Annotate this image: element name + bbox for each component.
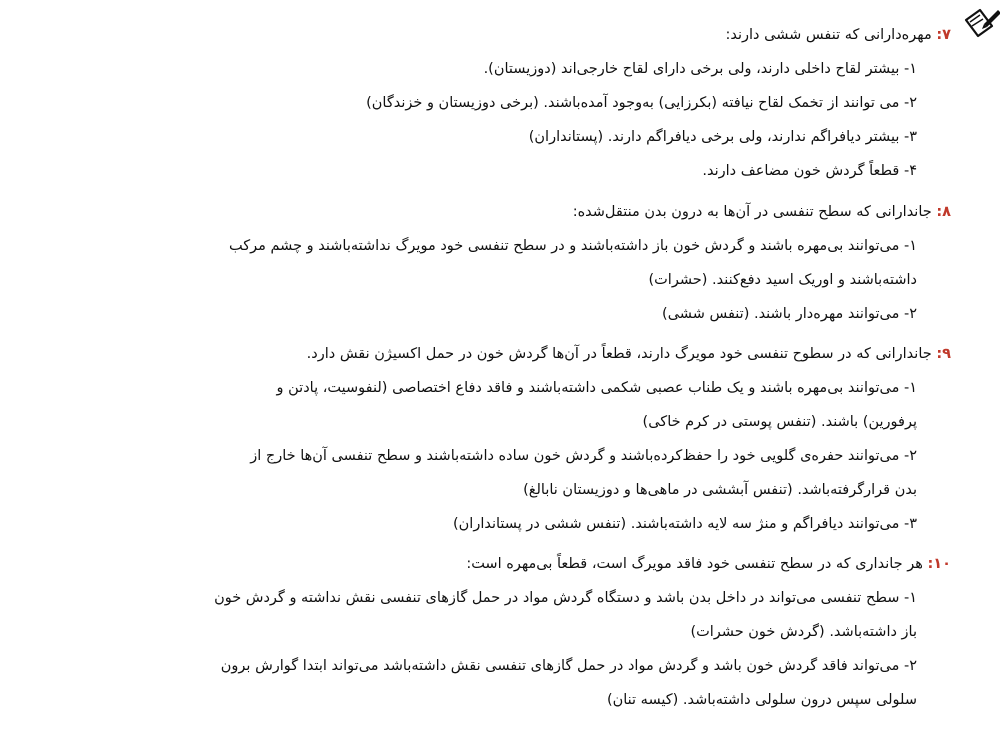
option-text: ۳- می‌توانند دیافراگم و منژ سه لایه داشته‌باشند. (تنفس ششی در پستانداران) xyxy=(452,516,917,532)
option-text-line: ۱- می‌توانند بی‌مهره باشند و یک طناب عصبی شکمی داشته‌باشند و فاقد دفاع اختصاصی (لنفوسیت، پادتن و xyxy=(276,380,917,396)
question-text: مهره‌دارانی که تنفس ششی دارند: xyxy=(725,27,932,43)
option-text-line: باز داشته‌باشد. (گردش خون حشرات) xyxy=(690,624,917,640)
option-text-line: پرفورین) باشند. (تنفس پوستی در کرم خاکی) xyxy=(642,414,917,430)
option-text-line: ۱- سطح تنفسی می‌تواند در داخل بدن باشد و دستگاه گردش مواد در حمل گازهای تنفسی نقش نداشته و گردش خون xyxy=(214,590,917,606)
option-text: ۲- می‌توانند مهره‌دار باشند. (تنفس ششی) xyxy=(662,306,917,322)
option-1 xyxy=(50,52,917,86)
option-2 xyxy=(50,86,917,120)
question-number: ۷: xyxy=(936,27,951,43)
document-page xyxy=(50,0,965,731)
option-1 xyxy=(50,371,917,439)
option-1 xyxy=(50,581,917,649)
question-8 xyxy=(50,201,965,331)
option-text: ۴- قطعاً گردش خون مضاعف دارند. xyxy=(702,163,917,179)
option-text: ۲- می توانند از تخمک لقاح نیافته (بکرزایی) به‌وجود آمده‌باشند. (برخی دوزیستان و خزندگان) xyxy=(366,95,917,111)
option-2 xyxy=(50,439,917,507)
question-number: ۸: xyxy=(936,204,951,220)
question-stem xyxy=(50,553,951,575)
option-text-line: بدن قرارگرفته‌باشد. (تنفس آبششی در ماهی‌ها و دوزیستان نابالغ) xyxy=(523,482,917,498)
option-text-line: ۱- می‌توانند بی‌مهره باشند و گردش خون باز داشته‌باشند و در سطح تنفسی خود مویرگ نداشته‌باشند و چشم مرکب xyxy=(228,238,917,254)
question-number: ۹: xyxy=(936,346,951,362)
question-9 xyxy=(50,343,965,541)
question-text: هر جانداری که در سطح تنفسی خود فاقد مویرگ است، قطعاً بی‌مهره است: xyxy=(466,556,923,572)
question-7 xyxy=(50,24,965,188)
question-10 xyxy=(50,553,965,717)
option-text-line: داشته‌باشند و اوریک اسید دفع‌کنند. (حشرات) xyxy=(648,272,917,288)
option-text-line: سلولی سپس درون سلولی داشته‌باشد. (کیسه تنان) xyxy=(606,692,917,708)
option-text: ۳- بیشتر دیافراگم ندارند، ولی برخی دیافراگم دارند. (پستانداران) xyxy=(528,129,917,145)
question-stem xyxy=(50,201,951,223)
option-text: ۱- بیشتر لقاح داخلی دارند، ولی برخی دارای لقاح خارجی‌اند (دوزیستان). xyxy=(483,61,917,77)
option-4 xyxy=(50,154,917,188)
question-text: جاندارانی که سطح تنفسی در آن‌ها به درون بدن منتقل‌شده: xyxy=(572,204,932,220)
question-stem xyxy=(50,24,951,46)
option-3 xyxy=(50,507,917,541)
pencil-note-icon xyxy=(962,6,1000,42)
option-1 xyxy=(50,229,917,297)
question-text: جاندارانی که در سطوح تنفسی خود مویرگ دارند، قطعاً در آن‌ها گردش خون در حمل اکسیژن نقش دارد. xyxy=(306,346,932,362)
question-number: ۱۰: xyxy=(927,556,951,572)
option-2 xyxy=(50,297,917,331)
option-3 xyxy=(50,120,917,154)
option-text-line: ۲- می‌توانند حفره‌ی گلویی خود را حفظ‌کرده‌باشند و گردش خون ساده داشته‌باشند و سطح تنفسی آن‌ها خارج از xyxy=(250,448,917,464)
question-stem xyxy=(50,343,951,365)
option-text-line: ۲- می‌تواند فاقد گردش خون باشد و گردش مواد در حمل گازهای تنفسی نقش داشته‌باشد می‌تواند ابتدا گوارش برون xyxy=(220,658,917,674)
option-2 xyxy=(50,649,917,717)
